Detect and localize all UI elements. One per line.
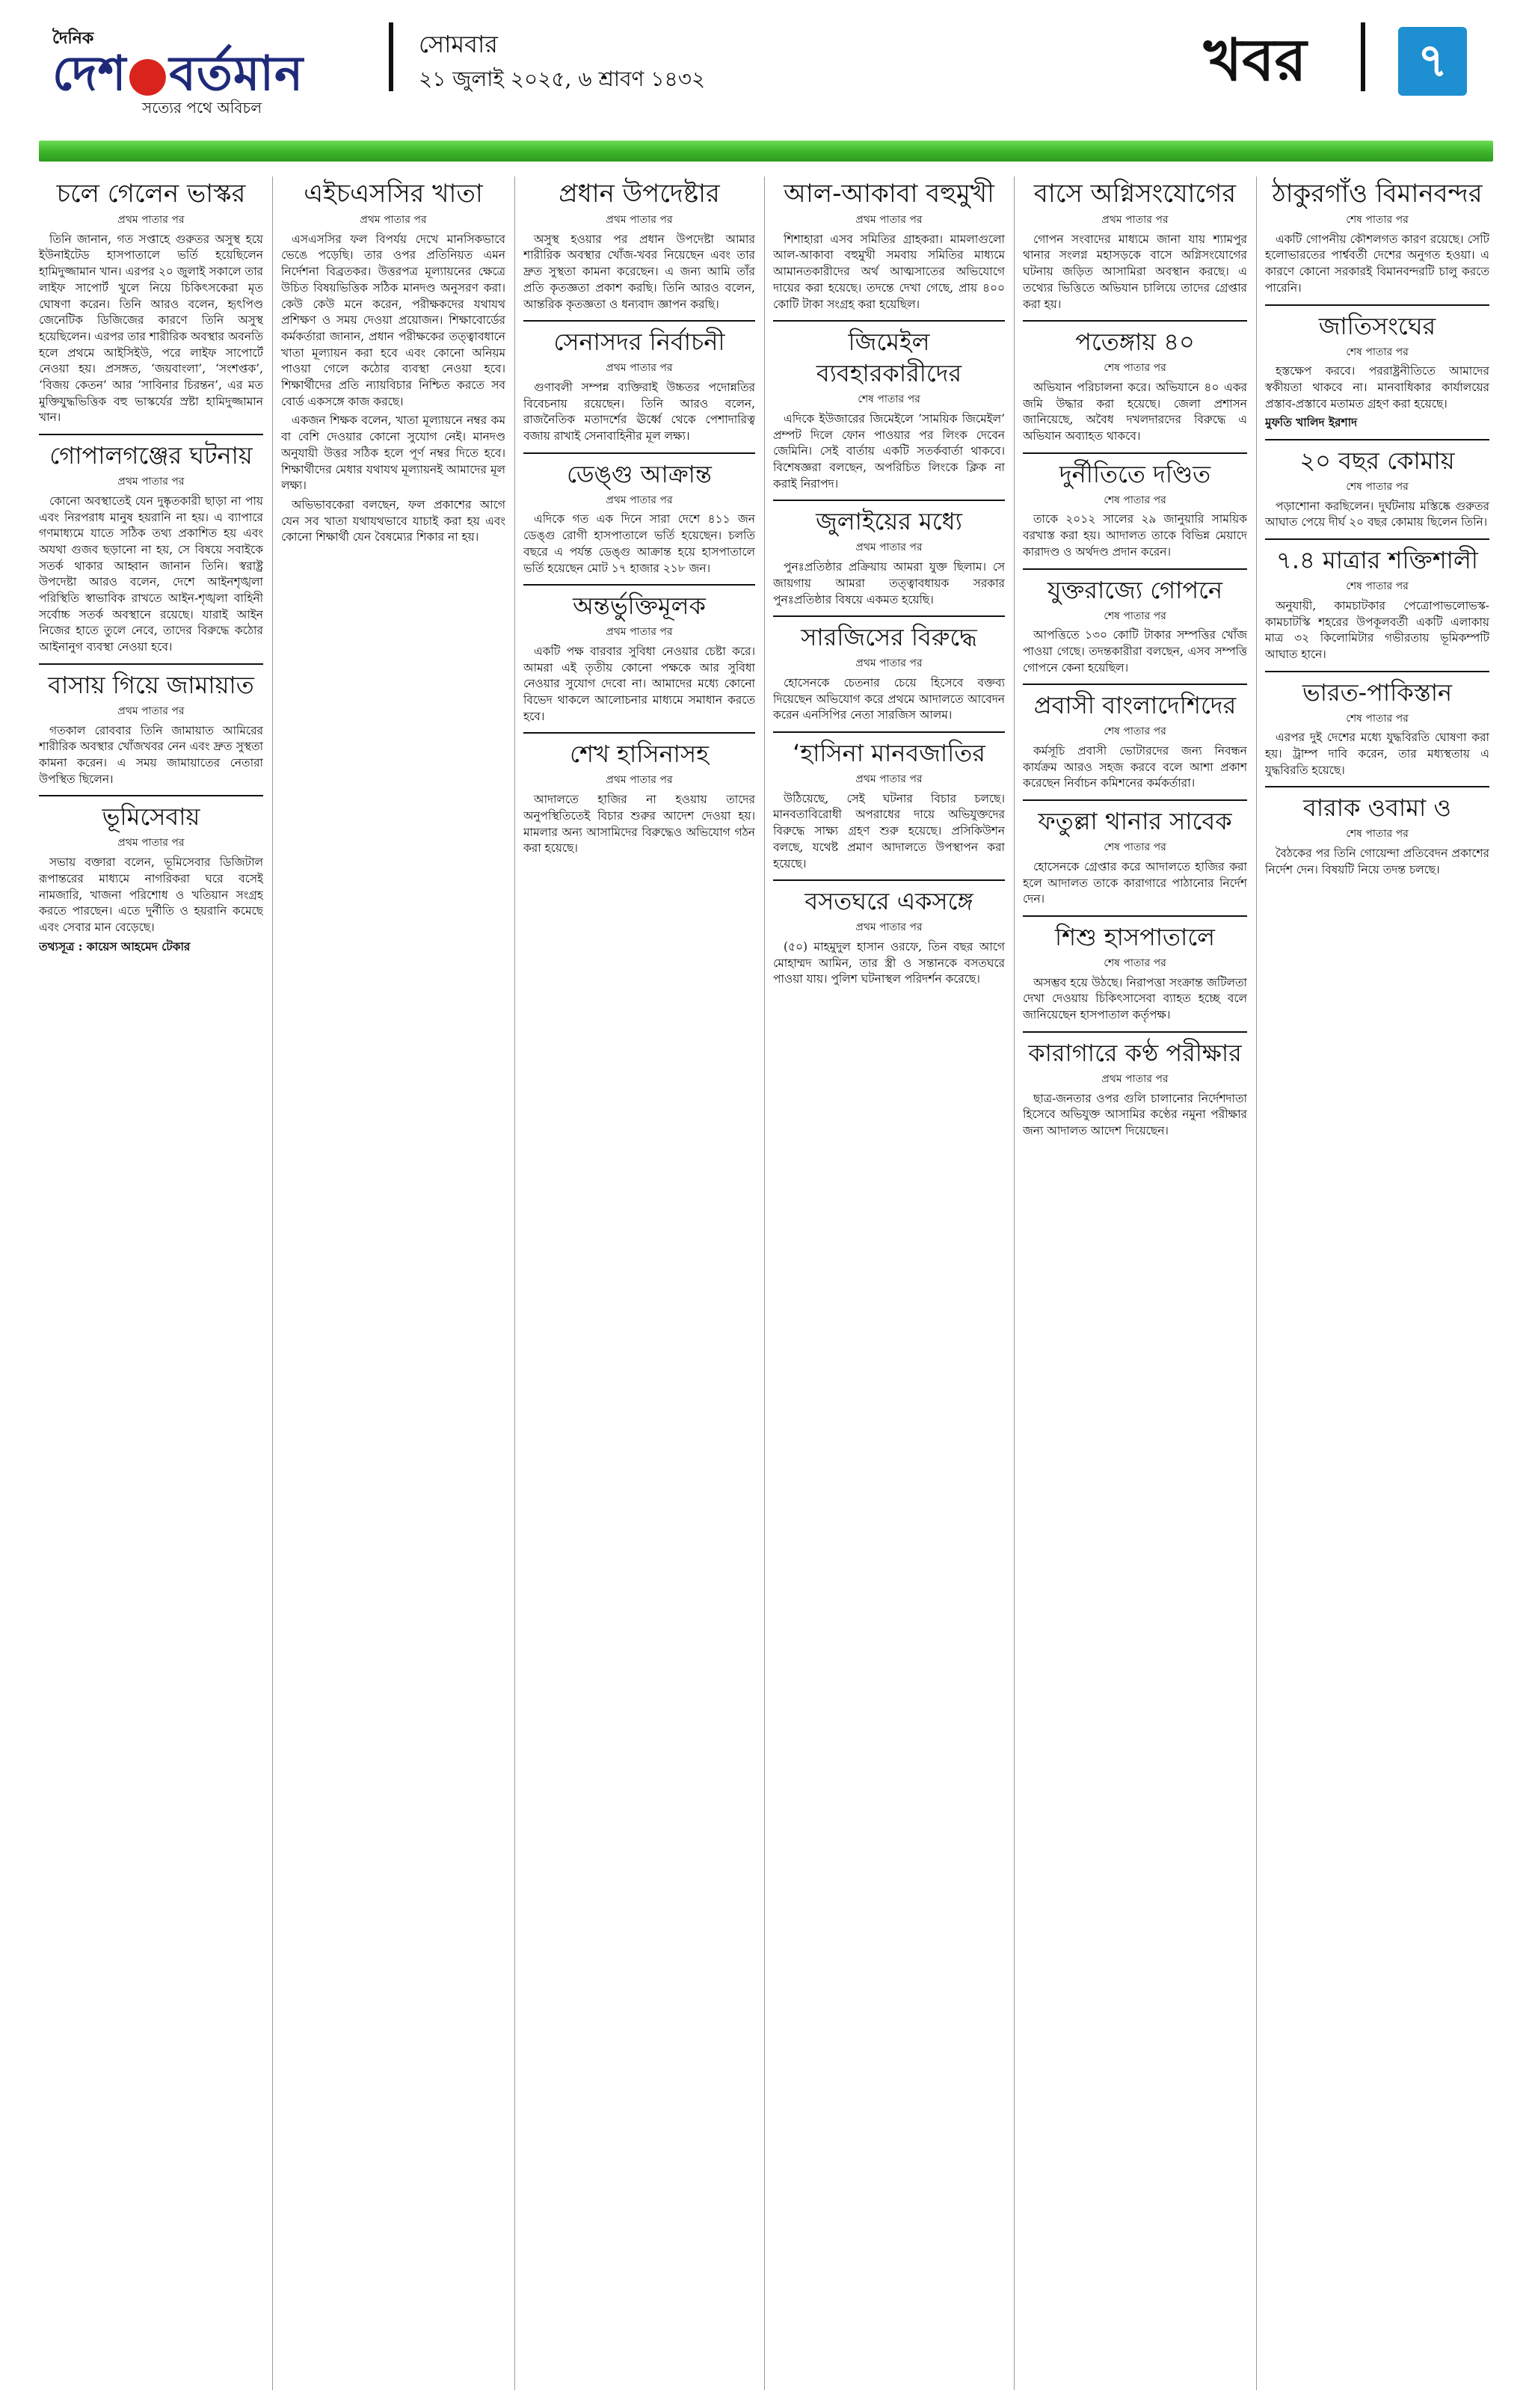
continuation-note: প্রথম পাতার পর <box>117 704 185 717</box>
article-body: আদালতে হাজির না হওয়ায় তাদের অনুপস্থিতিতেই বিচার শুরুর আদেশ দেওয়া হয়। মামলার অন্য আসামিদের বিরুদ্ধেও অভিযোগ গঠন করা হয়েছে। <box>523 793 755 856</box>
newspaper-logo <box>52 21 366 117</box>
article-divider <box>1265 671 1489 672</box>
column-6 <box>1265 176 1489 2390</box>
issue-day: সোমবার <box>419 30 498 58</box>
article-body: পড়াশোনা করছিলেন। দুর্ঘটনায় মস্তিষ্কে গুরুতর আঘাত পেয়ে দীর্ঘ ২০ বছর কোমায় ছিলেন তিনি। <box>1265 499 1489 529</box>
continuation-note: প্রথম পাতার পর <box>606 626 673 639</box>
issue-date: ২১ জুলাই ২০২৫, ৬ শ্রাবণ ১৪৩২ <box>419 67 706 91</box>
article-divider <box>1023 320 1247 322</box>
header-green-bar <box>39 141 1493 162</box>
article-divider <box>523 584 755 586</box>
article-body: একজন শিক্ষক বলেন, খাতা মূল্যায়নে নম্বর কম বা বেশি দেওয়ার কোনো সুযোগ নেই। মানদণ্ড অনুযায়ী উত্তর সঠিক হলে পূর্ণ নম্বর দিতে হবে। শিক্ষার্থীদের মেধার যথাযথ মূল্যায়নই আমাদের মূল লক্ষ্য। <box>281 414 505 493</box>
article-body: পুনঃপ্রতিষ্ঠার প্রক্রিয়ায় আমরা যুক্ত ছিলাম। সে জায়গায় আমরা তত্ত্বাবধায়ক সরকার পুনঃপ্রতিষ্ঠার বিষয়ে একমত হয়েছি। <box>773 560 1005 606</box>
continuation-note: প্রথম পাতার পর <box>855 657 923 670</box>
headline: ফতুল্লা থানার সাবেক <box>1038 807 1232 836</box>
headline: সেনাসদর নির্বাচনী <box>553 328 725 357</box>
article-body: অসম্ভব হয়ে উঠছে। নিরাপত্তা সংক্রান্ত জটিলতা দেখা দেওয়ায় চিকিৎসাসেবা ব্যাহত হচ্ছে বলে জানিয়েছেন হাসপাতাল কর্তৃপক্ষ। <box>1023 975 1247 1022</box>
headline: ‘হাসিনা মানবজাতির <box>793 739 985 768</box>
section-title: খবর <box>1204 27 1307 94</box>
page-number: ৭ <box>1398 27 1467 96</box>
continuation-note: প্রথম পাতার পর <box>606 494 673 506</box>
article-body: হস্তক্ষেপ করবে। পররাষ্ট্রনীতিতে আমাদের স্বকীয়তা থাকবে না। মানবাধিকার কার্যালয়ের প্রস্তাব-প্রস্তাবে মতামত গ্রহণ করা হয়েছে। <box>1265 364 1489 411</box>
column-divider <box>764 176 765 2390</box>
article-body: শিশাহারা এসব সমিতির গ্রাহকরা। মামলাগুলো আল-আকাবা বহুমুখী সমবায় সমিতির মাধ্যমে আমানতকারীদের অর্থ আত্মসাতের অভিযোগে দায়ের করা হয়েছে। তদন্তে দেখা গেছে, প্রায় ৪০০ কোটি টাকা সংগ্রহ করা হয়েছিল। <box>773 232 1005 311</box>
continuation-note: প্রথম পাতার পর <box>606 362 673 375</box>
continuation-note: শেষ পাতার পর <box>1104 725 1166 738</box>
article-divider <box>1023 915 1247 917</box>
logo-tagline: সত্যের পথে অবিচল <box>142 99 262 117</box>
article-body: এদিকে ইউজারের জিমেইলে ‘সাময়িক জিমেইল’ প্রম্পট দিলে ফোন পাওয়ার পর লিংক দেবেন জেমিনি। সেই বার্তায় একটি সতর্কবার্তা থাকবে। বিশেষজ্ঞরা বলছেন, অপরিচিত লিংকে ক্লিক না করাই নিরাপদ। <box>773 411 1005 491</box>
headline: সারজিসের বিরুদ্ধে <box>801 623 977 652</box>
article-body: অভিযান পরিচালনা করে। অভিযানে ৪০ একর জমি উদ্ধার করা হয়েছে। জেলা প্রশাসন জানিয়েছে, অবৈধ দখলদারদের বিরুদ্ধে এ অভিযান অব্যাহত থাকবে। <box>1023 380 1247 443</box>
column-divider <box>1014 176 1015 2390</box>
headline: ভূমিসেবায় <box>102 802 200 832</box>
continuation-note: প্রথম পাতার পর <box>117 214 185 226</box>
continuation-note: শেষ পাতার পর <box>1346 345 1409 358</box>
headline: বাসায় গিয়ে জামায়াত <box>48 670 254 699</box>
article-divider <box>1023 799 1247 801</box>
article-body: অনুযায়ী, কামচাটকার পেত্রোপাভলোভস্ক-কামচাটস্কি শহরের উপকূলবর্তী একটি এলাকায় মাত্র ৩২ কিলোমিটার গভীরতায় ভূমিকম্পটি আঘাত হানে। <box>1265 598 1489 661</box>
article-body: তাকে ২০১২ সালের ২৯ জানুয়ারি সাময়িক বরখাস্ত করা হয়। আদালত তাকে বিভিন্ন মেয়াদে কারাদণ্ড ও অর্থদণ্ড প্রদান করেন। <box>1023 512 1247 559</box>
article-divider <box>1265 439 1489 440</box>
headline: চলে গেলেন ভাস্কর <box>56 179 246 209</box>
masthead-divider <box>1361 22 1365 91</box>
article-body: হোসেনকে গ্রেপ্তার করে আদালতে হাজির করা হলে আদালত তাকে কারাগারে পাঠানোর নির্দেশ দেন। <box>1023 859 1247 906</box>
article-body: আপত্তিতে ১৩০ কোটি টাকার সম্পত্তির খোঁজ পাওয়া গেছে। তদন্তকারীরা বলছেন, এসব সম্পত্তি গোপনে কেনা হয়েছিল। <box>1023 628 1247 675</box>
headline: বসতঘরে একসঙ্গে <box>804 887 973 916</box>
logo-name-a: দেশ <box>52 46 127 102</box>
article-divider <box>773 320 1005 322</box>
article-divider <box>1023 452 1247 454</box>
column-2 <box>281 176 505 2390</box>
article-body: গুণাবলী সম্পন্ন ব্যক্তিরাই উচ্চতর পদোন্নতির বিবেচনায় রয়েছেন। তিনি আরও বলেন, রাজনৈতিক মতাদর্শের ঊর্ধ্বে থেকে পেশাদারিত্ব বজায় রাখাই সেনাবাহিনীর মূল লক্ষ্য। <box>523 380 755 443</box>
article-body: একটি পক্ষ বারবার সুবিধা নেওয়ার চেষ্টা করে। আমরা এই তৃতীয় কোনো পক্ষকে আর সুবিধা নেওয়ার সুযোগ দেবো না। আমাদের মধ্যে কোনো বিভেদ থাকলে আলোচনার মাধ্যমে সমাধান করতে হবে। <box>523 644 755 723</box>
article-divider <box>1023 568 1247 570</box>
continuation-note: প্রথম পাতার পর <box>855 541 923 554</box>
article-body: একটি গোপনীয় কৌশলগত কারণ রয়েছে। সেটি হলোভারতের পার্শ্ববর্তী দেশের অনুগত হওয়া। এ কারণে কোনো সরকারই বিমানবন্দরটি চালু করতে পারেনি। <box>1265 232 1489 295</box>
continuation-note: শেষ পাতার পর <box>858 393 920 406</box>
continuation-note: শেষ পাতার পর <box>1104 841 1166 854</box>
column-4 <box>773 176 1005 2390</box>
article-body: কর্মসূচি প্রবাসী ভোটারদের জন্য নিবন্ধন কার্যক্রম আরও সহজ করবে বলে আশা প্রকাশ করেছেন নির্বাচন কমিশনের কর্মকর্তারা। <box>1023 744 1247 790</box>
masthead <box>0 0 1526 142</box>
article-divider <box>773 500 1005 501</box>
headline: প্রবাসী বাংলাদেশিদের <box>1033 691 1237 720</box>
article-body: গতকাল রোববার তিনি জামায়াত আমিরের শারীরিক অবস্থার খোঁজখবর নেন এবং দ্রুত সুস্থতা কামনা করেন। এ সময় জামায়াতের নেতারা উপস্থিত ছিলেন। <box>39 723 263 786</box>
headline: দুর্নীতিতে দণ্ডিত <box>1059 459 1211 488</box>
continuation-note: প্রথম পাতার পর <box>855 214 923 226</box>
headline: বারাক ওবামা ও <box>1303 793 1451 823</box>
column-5 <box>1023 176 1247 2390</box>
continuation-note: শেষ পাতার পর <box>1346 828 1409 841</box>
continuation-note: শেষ পাতার পর <box>1346 712 1409 725</box>
article-divider <box>523 452 755 454</box>
article-body: সভায় বক্তারা বলেন, ভূমিসেবার ডিজিটাল রূপান্তরের মাধ্যমে নাগরিকরা ঘরে বসেই নামজারি, খাজনা পরিশোধ ও খতিয়ান সংগ্রহ করতে পারছেন। এতে দুর্নীতি ও হয়রানি কমেছে এবং সেবার মান বেড়েছে। <box>39 856 263 934</box>
headline: জিমেইল ব্যবহারকারীদের <box>816 328 962 388</box>
continuation-note: শেষ পাতার পর <box>1346 580 1409 593</box>
headline: ৭.৪ মাত্রার শক্তিশালী <box>1276 546 1478 575</box>
column-1 <box>39 176 263 2390</box>
headline: কারাগারে কণ্ঠ পরীক্ষার <box>1028 1038 1242 1067</box>
continuation-note: শেষ পাতার পর <box>1104 956 1166 969</box>
column-3 <box>523 176 755 2390</box>
article-divider <box>773 731 1005 733</box>
headline: যুক্তরাজ্যে গোপনে <box>1047 575 1223 604</box>
continuation-note: শেষ পাতার পর <box>1104 494 1166 506</box>
headline: আল-আকাবা বহুমুখী <box>784 179 994 209</box>
article-divider <box>773 879 1005 881</box>
continuation-note: প্রথম পাতার পর <box>117 837 185 850</box>
logo-dot: ● <box>126 46 170 102</box>
byline: মুফতি খালিদ ইরশাদ <box>1265 416 1358 430</box>
column-divider <box>1256 176 1257 2390</box>
continuation-note: প্রথম পাতার পর <box>855 773 923 786</box>
byline: তথ্যসূত্র : কায়েস আহমেদ টেকার <box>39 939 191 953</box>
continuation-note: প্রথম পাতার পর <box>360 214 427 226</box>
article-divider <box>39 434 263 435</box>
article-body: এদিকে গত এক দিনে সারা দেশে ৪১১ জন ডেঙ্গু রোগী হাসপাতালে ভর্তি হয়েছেন। চলতি বছরে এ পর্যন্ত ডেঙ্গু আক্রান্ত হয়ে হাসপাতালে ভর্তি হয়েছেন মোট ১৭ হাজার ২১৮ জন। <box>523 512 755 575</box>
article-body: এসএসসির ফল বিপর্যয় দেখে মানসিকভাবে ভেঙে পড়েছি। তার ওপর প্রতিনিয়ত এমন নির্দেশনা বিব্রতকর। উত্তরপত্র মূল্যায়নের ক্ষেত্রে উচিত বিষয়ভিত্তিক সঠিক মানদণ্ড অনুসরণ করা। কেউ কেউ মনে করেন, পরীক্ষকদের যথাযথ প্রশিক্ষণ ও সময় দেওয়া প্রয়োজন। শিক্ষাবোর্ডের কর্মকর্তারা জানান, প্রধান পরীক্ষকের তত্ত্বাবধানে খাতা মূল্যায়ন করা হবে এবং কোনো অনিয়ম পাওয়া গেলে কঠোর ব্যবস্থা নেওয়া হবে। শিক্ষার্থীদের প্রতি ন্যায়বিচার নিশ্চিত করতে সব বোর্ড একসঙ্গে কাজ করছে। <box>281 232 505 408</box>
headline: ২০ বছর কোমায় <box>1299 446 1455 476</box>
continuation-note: প্রথম পাতার পর <box>606 774 673 787</box>
article-divider <box>39 795 263 796</box>
headline: শিশু হাসপাতালে <box>1054 922 1216 951</box>
article-body: তিনি জানান, গত সপ্তাহে গুরুতর অসুস্থ হয়ে ইউনাইটেড হাসপাতালে ভর্তি হয়েছিলেন হামিদুজ্জামান খান। এরপর ২০ জুলাই সকালে তার লাইফ সাপোর্ট খুলে নিয়ে চিকিৎসকেরা মৃত ঘোষণা করেন। তিনি আরও বলেন, হৃৎপিণ্ড জেনেটিক ডিজিজের কারণে তিনি অসুস্থ হয়েছিলেন। এরপর তার শারীরিক অবস্থার অবনতি হলে প্রথমে আইসিইউ, পরে লাইফ সাপোর্টে নেওয়া হয়। প্রসঙ্গত, ‘জয়বাংলা’, ‘সংশপ্তক’, ‘বিজয় কেতন’ আর ‘সাবিনার চিরন্তন’, এর মত মুক্তিযুদ্ধভিত্তিক বহু ভাস্কর্যের স্রষ্টা হামিদুজ্জামান খান। <box>39 232 263 425</box>
headline: গোপালগঞ্জের ঘটনায় <box>49 441 253 470</box>
article-body: অভিভাবকেরা বলছেন, ফল প্রকাশের আগে যেন সব খাতা যথাযথভাবে যাচাই করা হয় এবং কোনো শিক্ষার্থী যেন বৈষম্যের শিকার না হয়। <box>281 497 505 544</box>
headline: ঠাকুরগাঁও বিমানবন্দর <box>1272 179 1483 209</box>
article-body: হোসেনকে চেতনার চেয়ে হিসেবে বক্তব্য দিয়েছেন অভিযোগ করে প্রথমে আদালতে আবেদন করেন এনসিপির নেতা সারজিস আলম। <box>773 675 1005 722</box>
article-body: বৈঠকের পর তিনি গোয়েন্দা প্রতিবেদন প্রকাশের নির্দেশ দেন। বিষয়টি নিয়ে তদন্ত চলছে। <box>1265 847 1489 876</box>
article-divider <box>1265 304 1489 306</box>
article-divider <box>523 732 755 734</box>
masthead-divider <box>389 22 393 91</box>
continuation-note: প্রথম পাতার পর <box>1101 214 1169 226</box>
article-body: ছাত্র-জনতার ওপর গুলি চালানোর নির্দেশদাতা হিসেবে অভিযুক্ত আসামির কণ্ঠের নমুনা পরীক্ষার জন্য আদালত আদেশ দিয়েছেন। <box>1023 1091 1247 1137</box>
article-divider <box>523 320 755 322</box>
headline: জুলাইয়ের মধ্যে <box>816 507 962 536</box>
headline: শেখ হাসিনাসহ <box>570 740 709 769</box>
continuation-note: প্রথম পাতার পর <box>117 476 185 488</box>
article-divider <box>773 615 1005 617</box>
continuation-note: প্রথম পাতার পর <box>1101 1072 1169 1085</box>
headline: বাসে অগ্নিসংযোগের <box>1033 179 1237 209</box>
article-body: কোনো অবস্থাতেই যেন দুষ্কৃতকারী ছাড়া না পায় এবং নিরপরাধ মানুষ হয়রানি না হয়। এ ব্যাপারে গণমাধ্যমে যাতে সঠিক তথ্য প্রকাশিত হয় এবং অযথা গুজব ছড়ানো না হয়, সে বিষয়ে সবাইকে সতর্ক থাকার আহ্বান জানান তিনি। স্বরাষ্ট্র উপদেষ্টা আরও বলেন, দেশে আইনশৃঙ্খলা পরিস্থিতি স্বাভাবিক রাখতে আইন-শৃঙ্খলা বাহিনী সর্বোচ্চ সতর্ক অবস্থানে রয়েছে। যারাই আইন নিজের হাতে তুলে নেবে, তাদের বিরুদ্ধে কঠোর আইনানুগ ব্যবস্থা নেওয়া হবে। <box>39 494 263 654</box>
continuation-note: শেষ পাতার পর <box>1104 362 1166 375</box>
article-body: গোপন সংবাদের মাধ্যমে জানা যায় শ্যামপুর থানার সংলগ্ন মহাসড়কে বাসে অগ্নিসংযোগের ঘটনায় জড়িত আসামিরা অবস্থান করছে। এ তথ্যের ভিত্তিতে অভিযান চালিয়ে তাদের গ্রেপ্তার করা হয়। <box>1023 232 1247 311</box>
logo-small-text: দৈনিক <box>52 28 94 48</box>
logo-name-b: বর্তমান <box>169 46 304 102</box>
headline: প্রধান উপদেষ্টার <box>559 179 720 209</box>
article-divider <box>1023 1031 1247 1033</box>
article-divider <box>1265 538 1489 540</box>
article-divider <box>1023 684 1247 685</box>
article-divider <box>1265 786 1489 787</box>
headline: ডেঙ্গু আক্রান্ত <box>567 459 712 488</box>
continuation-note: প্রথম পাতার পর <box>606 214 673 226</box>
article-divider <box>39 663 263 665</box>
article-body: (৫০) মাহমুদুল হাসান ওরফে, তিন বছর আগে মোহাম্মদ আমিন, তার স্ত্রী ও সন্তানকে বসতঘরে পাওয়া যায়। পুলিশ ঘটনাস্থল পরিদর্শন করেছে। <box>773 939 1005 986</box>
headline: জাতিসংঘের <box>1318 311 1436 340</box>
continuation-note: শেষ পাতার পর <box>1346 214 1409 226</box>
headline: ভারত-পাকিস্তান <box>1302 678 1453 707</box>
continuation-note: শেষ পাতার পর <box>1104 609 1166 622</box>
article-body: এরপর দুই দেশের মধ্যে যুদ্ধবিরতি ঘোষণা করা হয়। ট্রাম্প দাবি করেন, তার মধ্যস্থতায় এ যুদ্ধবিরতি হয়েছে। <box>1265 731 1489 777</box>
article-body: উঠিয়েছে, সেই ঘটনার বিচার চলছে। মানবতাবিরোধী অপরাধের দায়ে অভিযুক্তদের বিরুদ্ধে সাক্ষ্য গ্রহণ শুরু হয়েছে। প্রসিকিউশন বলছে, যথেষ্ট প্রমাণ আদালতে উপস্থাপন করা হয়েছে। <box>773 791 1005 870</box>
article-body: অসুস্থ হওয়ার পর প্রধান উপদেষ্টা আমার শারীরিক অবস্থার খোঁজ-খবর নিয়েছেন এবং তার দ্রুত সুস্থতা কামনা করেছেন। এ জন্য আমি তাঁর প্রতি কৃতজ্ঞতা প্রকাশ করছি। তিনি আরও বলেন, আন্তরিক কৃতজ্ঞতা ও ধন্যবাদ জ্ঞাপন করছি। <box>523 232 755 311</box>
column-divider <box>514 176 515 2390</box>
continuation-note: প্রথম পাতার পর <box>855 921 923 934</box>
headline: পতেঙ্গায় ৪০ <box>1075 328 1195 357</box>
column-divider <box>272 176 273 2390</box>
headline: এইচএসসির খাতা <box>304 179 483 209</box>
headline: অন্তর্ভুক্তিমূলক <box>573 592 706 621</box>
continuation-note: শেষ পাতার পর <box>1346 481 1409 494</box>
